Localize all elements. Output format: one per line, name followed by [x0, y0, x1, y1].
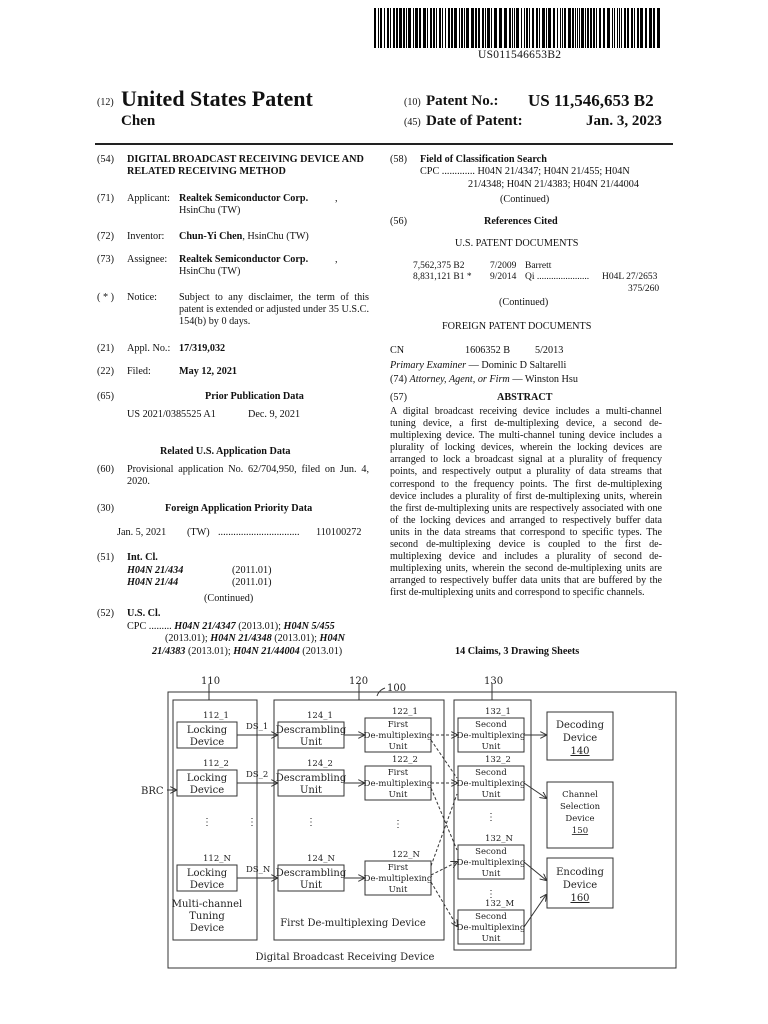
- barcode-bar: [572, 8, 574, 48]
- barcode-bar: [387, 8, 389, 48]
- cpc-1: H04N 21/4347: [174, 621, 236, 632]
- desc-n-line1: Descrambling: [275, 868, 347, 879]
- cpc-6-date: (2013.01): [299, 645, 343, 657]
- sd2-demux: De-multiplexing: [456, 779, 526, 789]
- barcode-bar: [427, 8, 428, 48]
- barcode-bar: [579, 8, 580, 48]
- comma-text: ,: [335, 193, 338, 204]
- barcode-bar: [408, 8, 411, 48]
- assignee-location: HsinChu (TW): [179, 266, 241, 277]
- prior-pub-number: US 2021/0385525 A1: [127, 409, 216, 420]
- barcode-bar: [459, 8, 460, 48]
- sd2-second: Second: [475, 768, 507, 778]
- barcode-bar: [575, 8, 576, 48]
- applicant-name: Realtek Semiconductor Corp.: [179, 193, 309, 204]
- abstract-text: A digital broadcast receiving device includes a multi-channel tuning device, a first de-multiplexing device, a second de-multiplexing device. The multi-channel tuning device includes a plurality of locking devices, wherein the locking devices are arranged to lock a broadcast signal at a plurality of frequency points, and respectively output a plurality of data streams that correspond to the frequency points. The first de-multiplexing device includes a plurality of first de-multiplexing units, wherein the first de-multiplexing units are respectively associated with one of the locking devices and arranged to respectively buffer data units in the data streams that correspond to specific types. The second de-multiplexing device is coupled to the first de-multiplexing device and includes a plurality of second de-multiplexing units, wherein the second de-multiplexing units are arranged to respectively buffer data units that are buffered by the first de-multiplexing units and correspond to specific channels.: [390, 406, 662, 599]
- barcode-bar: [560, 8, 561, 48]
- decoding-line1: Decoding: [556, 720, 604, 731]
- barcode-bar: [442, 8, 443, 48]
- block-diagram: [141, 676, 677, 970]
- foreign-priority-heading: Foreign Application Priority Data: [165, 503, 313, 514]
- code-30: (30): [97, 503, 114, 514]
- barcode-bar: [521, 8, 522, 48]
- barcode-bar: [415, 8, 418, 48]
- barcode-bar: [539, 8, 540, 48]
- barcode-bar: [390, 8, 391, 48]
- chsel-line3: Device: [565, 814, 595, 824]
- block-diagram-svg: [141, 676, 677, 970]
- code-51: (51): [97, 552, 114, 563]
- ref-124-1: 124_1: [307, 711, 333, 721]
- ref-122-2: 122_2: [392, 755, 418, 765]
- fd-dots: ⋮: [393, 819, 403, 830]
- notice-code: ( * ): [97, 292, 114, 303]
- barcode-bar: [403, 8, 405, 48]
- ref-132-1: 132_1: [485, 707, 511, 717]
- tuning-line1: Multi-channel: [171, 899, 243, 910]
- barcode-bar: [607, 8, 610, 48]
- barcode-bar: [406, 8, 407, 48]
- cpc-5: 21/4383: [152, 645, 186, 657]
- barcode-bar: [619, 8, 620, 48]
- patent-no-label: Patent No.:: [426, 93, 499, 109]
- barcode-bar: [445, 8, 446, 48]
- barcode-bar: [564, 8, 566, 48]
- desc-1-line1: Descrambling: [275, 725, 347, 736]
- field-search-line1: CPC ............. H04N 21/4347; H04N 21/455; H04N: [420, 166, 630, 177]
- document-title: United States Patent: [121, 86, 313, 111]
- barcode-bar: [491, 8, 492, 48]
- ref-110: 110: [201, 676, 221, 687]
- sdn-second: Second: [475, 847, 507, 857]
- barcode-bar: [494, 8, 497, 48]
- fd2-demux: De-multiplexing: [363, 779, 433, 789]
- locking-n-line1: Locking: [186, 868, 228, 879]
- ref1-name: Barrett: [525, 261, 552, 271]
- barcode-bar: [640, 8, 643, 48]
- barcode-bar: [568, 8, 571, 48]
- barcode-bar: [542, 8, 545, 48]
- sd1-unit: Unit: [481, 742, 501, 752]
- barcode-bar: [430, 8, 432, 48]
- code-65: (65): [97, 391, 114, 402]
- barcode-bar: [617, 8, 618, 48]
- comma-2: ,: [335, 254, 338, 265]
- encoding-ref: 160: [570, 893, 590, 904]
- chsel-line1: Channel: [562, 790, 598, 800]
- barcode-bar: [448, 8, 450, 48]
- barcode-bar: [621, 8, 622, 48]
- code-21: (21): [97, 343, 114, 354]
- barcode-bar: [413, 8, 414, 48]
- locking-dots: ⋮: [202, 817, 212, 828]
- related-heading: Related U.S. Application Data: [160, 446, 291, 457]
- barcode-bar: [439, 8, 441, 48]
- sdn-unit: Unit: [481, 869, 501, 879]
- ref-120: 120: [349, 676, 369, 687]
- barcode-bar: [509, 8, 511, 48]
- field-search-continued: (Continued): [500, 194, 550, 205]
- barcode-bar: [384, 8, 385, 48]
- ref2-no: 8,831,121 B1 *: [413, 272, 472, 282]
- int-cl-label: Int. Cl.: [127, 552, 158, 563]
- prior-pub-date: Dec. 9, 2021: [248, 409, 301, 420]
- ref-100: 100: [387, 683, 407, 694]
- foreign-docs-heading: FOREIGN PATENT DOCUMENTS: [442, 321, 592, 332]
- fdn-unit: Unit: [388, 885, 408, 895]
- invention-title: DIGITAL BROADCAST RECEIVING DEVICE AND RELATED RECEIVING METHOD: [127, 154, 364, 178]
- us-cl-label: U.S. Cl.: [127, 608, 161, 619]
- references-heading: References Cited: [484, 216, 558, 227]
- cpc-3-date: (2013.01);: [271, 633, 320, 645]
- barcode-bar: [653, 8, 655, 48]
- desc-1-line2: Unit: [299, 737, 323, 748]
- barcode-bar: [593, 8, 595, 48]
- barcode-bar: [423, 8, 426, 48]
- code-72: (72): [97, 231, 114, 242]
- barcode-bar: [524, 8, 525, 48]
- ref-132-2: 132_2: [485, 755, 511, 765]
- desc-2-line2: Unit: [299, 785, 323, 796]
- ref-112-2: 112_2: [203, 759, 229, 769]
- applicant-location: HsinChu (TW): [179, 205, 241, 216]
- foreign-priority-country: (TW): [187, 527, 210, 538]
- barcode-bar: [624, 8, 626, 48]
- appl-no: 17/319,032: [179, 343, 226, 354]
- cpc-3: H04N 21/4348: [210, 633, 272, 645]
- barcode-bar: [657, 8, 660, 48]
- decoding-line2: Device: [562, 733, 598, 744]
- us-docs-heading: U.S. PATENT DOCUMENTS: [455, 238, 579, 249]
- ref-132-m: 132_M: [485, 899, 515, 909]
- barcode-bar: [464, 8, 465, 48]
- barcode-bar: [645, 8, 647, 48]
- int-cl-1-date: (2011.01): [232, 565, 272, 576]
- sd1-second: Second: [475, 720, 507, 730]
- barcode-bar: [451, 8, 453, 48]
- ref-130: 130: [484, 676, 504, 687]
- patent-number: US 11,546,653 B2: [528, 91, 654, 110]
- locking-1-line1: Locking: [186, 725, 228, 736]
- barcode-bar: [649, 8, 652, 48]
- cpc-1-date: (2013.01);: [235, 621, 284, 632]
- prior-pub-heading: Prior Publication Data: [205, 391, 304, 402]
- fd2-first: First: [387, 768, 409, 778]
- filed-date: May 12, 2021: [179, 366, 238, 377]
- desc-dots: ⋮: [306, 817, 316, 828]
- examiner-name: — Dominic D Saltarelli: [466, 360, 567, 371]
- tuning-line2: Tuning: [189, 911, 225, 922]
- barcode-bar: [482, 8, 484, 48]
- cpc-2-date: (2013.01);: [165, 633, 211, 645]
- inventor-name: Chun-Yi Chen: [179, 231, 243, 242]
- locking-n-line2: Device: [189, 880, 225, 891]
- barcode-bar: [614, 8, 615, 48]
- barcode-bar: [590, 8, 592, 48]
- barcode-bar: [504, 8, 507, 48]
- barcode-bar: [546, 8, 547, 48]
- barcode-bar: [419, 8, 421, 48]
- barcode-bar: [466, 8, 469, 48]
- code-60: (60): [97, 464, 114, 475]
- barcode-bar: [577, 8, 578, 48]
- ref2-class2: 375/260: [628, 284, 660, 294]
- barcode-bar: [380, 8, 382, 48]
- code-52: (52): [97, 608, 114, 619]
- int-cl-1: H04N 21/434: [127, 565, 184, 576]
- date-label: Date of Patent:: [426, 113, 523, 129]
- patent-date: Jan. 3, 2023: [586, 113, 662, 129]
- decoding-ref: 140: [570, 746, 590, 757]
- cpc-label: CPC .........: [127, 621, 172, 632]
- sdm-demux: De-multiplexing: [456, 923, 526, 933]
- barcode-bar: [516, 8, 519, 48]
- barcode-bar: [485, 8, 486, 48]
- foreign-priority-number: 110100272: [316, 527, 362, 538]
- ref1-no: 7,562,375 B2: [413, 261, 465, 271]
- brc-label: BRC: [141, 786, 164, 797]
- ref-112-1: 112_1: [203, 711, 229, 721]
- provisional-text: Provisional application No. 62/704,950, filed on Jun. 4, 2020.: [127, 464, 369, 488]
- receiving-device-label: Digital Broadcast Receiving Device: [255, 952, 435, 963]
- ds-n-label: DS_N: [246, 865, 271, 875]
- int-cl-2: H04N 21/44: [127, 577, 179, 588]
- tuning-line3: Device: [189, 923, 225, 934]
- barcode-bar: [627, 8, 629, 48]
- inventor-location: , HsinChu (TW): [242, 231, 309, 242]
- chsel-ref: 150: [571, 826, 589, 836]
- sd1-demux: De-multiplexing: [456, 731, 526, 741]
- barcode-bar: [512, 8, 513, 48]
- notice-label: Notice:: [127, 292, 157, 303]
- sd2-unit: Unit: [481, 790, 501, 800]
- fdn-first: First: [387, 863, 409, 873]
- locking-2-line2: Device: [189, 785, 225, 796]
- ref2-name: Qi ......................: [525, 272, 590, 282]
- barcode-bar: [378, 8, 379, 48]
- attorney-name: — Winston Hsu: [509, 374, 578, 385]
- fref1-no: 1606352 B: [465, 345, 510, 356]
- sdm-second: Second: [475, 912, 507, 922]
- barcode-bar: [461, 8, 463, 48]
- barcode-bar: [475, 8, 477, 48]
- ref-122-1: 122_1: [392, 707, 418, 717]
- barcode-bar: [612, 8, 613, 48]
- fref1-date: 5/2013: [535, 345, 564, 356]
- cpc-6: H04N 21/44004: [233, 645, 300, 657]
- fd1-unit: Unit: [388, 742, 408, 752]
- examiner-label: Primary Examiner: [390, 360, 467, 371]
- inventor-label: Inventor:: [127, 231, 165, 242]
- barcode-bar: [548, 8, 551, 48]
- locking-1-line2: Device: [189, 737, 225, 748]
- barcode-bar: [532, 8, 534, 48]
- cpc-4: H04N: [319, 633, 345, 645]
- fref1-cc: CN: [390, 345, 405, 356]
- barcode-bar: [499, 8, 502, 48]
- ref1-date: 7/2009: [490, 261, 517, 271]
- barcode-bar: [514, 8, 515, 48]
- code-54: (54): [97, 154, 114, 165]
- barcode-bar: [396, 8, 398, 48]
- barcode-bar: [393, 8, 395, 48]
- us-cl-text: [127, 621, 369, 658]
- barcode-bar: [599, 8, 601, 48]
- desc-n-line2: Unit: [299, 880, 323, 891]
- locking-2-line1: Locking: [186, 773, 228, 784]
- ref-122-n: 122_N: [392, 850, 420, 860]
- comma: [335, 193, 338, 205]
- encoding-line1: Encoding: [556, 867, 604, 878]
- field-search-label: Field of Classification Search: [420, 154, 547, 165]
- code-74: (74): [390, 374, 407, 385]
- ref2-class: H04L 27/2653: [602, 272, 658, 282]
- barcode-bar: [487, 8, 490, 48]
- barcode-bar: [631, 8, 633, 48]
- field-search-line2: 21/4348; H04N 21/4383; H04N 21/44004: [468, 179, 639, 190]
- appl-no-label: Appl. No.:: [127, 343, 171, 354]
- barcode-bar: [399, 8, 402, 48]
- code-10: (10): [404, 97, 421, 108]
- code-57: (57): [390, 392, 407, 403]
- code-22: (22): [97, 366, 114, 377]
- sd-dots-1: ⋮: [486, 812, 496, 823]
- inventor-entry: [179, 231, 309, 243]
- code-56: (56): [390, 216, 407, 227]
- attorney-line: [390, 374, 578, 386]
- ref-124-n: 124_N: [307, 854, 335, 864]
- examiner-line: [390, 360, 566, 372]
- barcode-bar: [553, 8, 555, 48]
- first-demux-device-label: First De-multiplexing Device: [280, 918, 426, 929]
- fd1-first: First: [387, 720, 409, 730]
- barcode-bar: [529, 8, 530, 48]
- notice-text: Subject to any disclaimer, the term of this patent is extended or adjusted under 35 U.S.C. 154(b) by 0 days.: [179, 292, 369, 328]
- ref-124-2: 124_2: [307, 759, 333, 769]
- int-cl-continued: (Continued): [204, 593, 254, 604]
- barcode-bar: [596, 8, 597, 48]
- ref-132-n: 132_N: [485, 834, 513, 844]
- barcode-bar: [478, 8, 480, 48]
- applicant-label: Applicant:: [127, 193, 171, 204]
- barcode-bar: [562, 8, 563, 48]
- ref2-date: 9/2014: [490, 272, 517, 282]
- chsel-line2: Selection: [559, 802, 601, 812]
- code-45: (45): [404, 117, 421, 128]
- barcode-bar: [454, 8, 457, 48]
- attorney-label: Attorney, Agent, or Firm: [409, 374, 510, 385]
- barcode-bar: [587, 8, 589, 48]
- barcode-bar: [603, 8, 605, 48]
- header-rule: [95, 143, 673, 145]
- sd-dots-2: ⋮: [486, 889, 496, 900]
- cpc-5-date: (2013.01);: [185, 645, 234, 657]
- claims-summary: 14 Claims, 3 Drawing Sheets: [455, 646, 580, 657]
- barcode-bar: [585, 8, 586, 48]
- cpc-2: H04N 5/455: [283, 621, 335, 632]
- fd1-demux: De-multiplexing: [363, 731, 433, 741]
- code-71: (71): [97, 193, 114, 204]
- barcode-bar: [374, 8, 376, 48]
- barcode-bar: [637, 8, 639, 48]
- refs-continued: (Continued): [499, 297, 549, 308]
- barcode-bar: [557, 8, 558, 48]
- code-58: (58): [390, 154, 407, 165]
- fdn-demux: De-multiplexing: [363, 874, 433, 884]
- fd2-unit: Unit: [388, 790, 408, 800]
- barcode-number: US011546653B2: [478, 49, 562, 61]
- encoding-line2: Device: [562, 880, 598, 891]
- ds-2-label: DS_2: [246, 770, 269, 780]
- barcode-bar: [471, 8, 474, 48]
- barcode-bar: [536, 8, 538, 48]
- ds-1-label: DS_1: [246, 722, 269, 732]
- assignee-label: Assignee:: [127, 254, 168, 265]
- barcode: [374, 8, 664, 48]
- abstract-heading: ABSTRACT: [497, 392, 553, 403]
- barcode-bar: [433, 8, 435, 48]
- barcode-bar: [581, 8, 584, 48]
- barcode-bar: [526, 8, 528, 48]
- barcode-bar: [436, 8, 437, 48]
- sdm-unit: Unit: [481, 934, 501, 944]
- code-12: (12): [97, 97, 114, 108]
- ds-dots: ⋮: [247, 817, 257, 828]
- ref-112-n: 112_N: [203, 854, 231, 864]
- desc-2-line1: Descrambling: [275, 773, 347, 784]
- int-cl-2-date: (2011.01): [232, 577, 272, 588]
- barcode-bar: [634, 8, 635, 48]
- assignee-name: Realtek Semiconductor Corp.: [179, 254, 309, 265]
- filed-label: Filed:: [127, 366, 151, 377]
- sdn-demux: De-multiplexing: [456, 858, 526, 868]
- inventor-surname: Chen: [121, 113, 156, 129]
- code-73: (73): [97, 254, 114, 265]
- foreign-priority-date: Jan. 5, 2021: [117, 527, 167, 538]
- foreign-priority-dots: ................................: [218, 527, 300, 538]
